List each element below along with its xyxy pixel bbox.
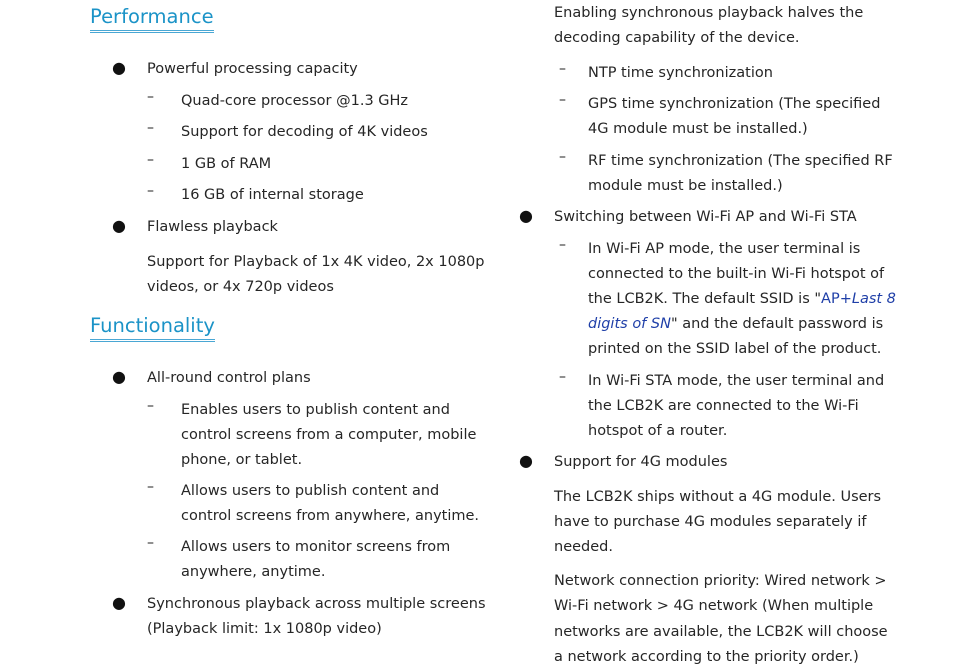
control-item-line: control screens from anywhere, anytime.: [181, 508, 480, 524]
sync-bullet-text: Synchronous playback across multiple screens: [147, 596, 486, 612]
ap-line-ssid: [588, 287, 896, 312]
gps-item: 4G module must be installed.): [588, 121, 808, 137]
performance-heading: Performance: [90, 5, 214, 33]
control-item-line: Allows users to monitor screens from: [181, 539, 451, 555]
control-bullet-text: All-round control plans: [147, 370, 311, 386]
playback-text: videos, or 4x 720p videos: [147, 279, 334, 295]
g4-text: needed.: [554, 539, 613, 555]
ap-line-text: the LCB2K. The default SSID is ": [588, 291, 822, 307]
ap-line: connected to the built-in Wi-Fi hotspot of: [588, 266, 885, 282]
dash-icon: –: [559, 149, 566, 165]
ssid-variable: digits of SN: [588, 316, 671, 332]
g4-bullet-text: Support for 4G modules: [554, 454, 728, 470]
dash-icon: –: [559, 369, 566, 385]
bullet-icon: ●: [112, 58, 126, 77]
priority-text: Network connection priority: Wired network >: [554, 573, 887, 589]
dash-icon: –: [147, 120, 154, 136]
dash-icon: –: [559, 92, 566, 108]
ntp-item: NTP time synchronization: [588, 65, 773, 81]
processing-item: Quad-core processor @1.3 GHz: [181, 93, 409, 109]
ap-line: In Wi-Fi AP mode, the user terminal is: [588, 241, 861, 257]
bullet-icon: ●: [519, 206, 533, 225]
control-item-line: Allows users to publish content and: [181, 483, 440, 499]
processing-item: Support for decoding of 4K videos: [181, 124, 428, 140]
control-item-line: Enables users to publish content and: [181, 402, 450, 418]
processing-item: 1 GB of RAM: [181, 156, 272, 172]
processing-item: 16 GB of internal storage: [181, 187, 364, 203]
bullet-icon: ●: [112, 367, 126, 386]
functionality-heading: Functionality: [90, 314, 215, 342]
dash-icon: –: [147, 398, 154, 414]
ap-line-ssid-cont: [588, 312, 883, 337]
dash-icon: –: [147, 89, 154, 105]
dash-icon: –: [147, 479, 154, 495]
processing-bullet-text: Powerful processing capacity: [147, 61, 358, 77]
ssid-variable: Last 8: [851, 291, 896, 307]
bullet-icon: ●: [112, 216, 126, 235]
g4-text: have to purchase 4G modules separately if: [554, 514, 867, 530]
priority-text: networks are available, the LCB2K will choose: [554, 624, 888, 640]
wifi-bullet-text: Switching between Wi-Fi AP and Wi-Fi STA: [554, 209, 857, 225]
sta-line: hotspot of a router.: [588, 423, 728, 439]
sta-line: In Wi-Fi STA mode, the user terminal and: [588, 373, 885, 389]
sync-text: Enabling synchronous playback halves the: [554, 5, 864, 21]
bullet-icon: ●: [519, 451, 533, 470]
sta-line: the LCB2K are connected to the Wi-Fi: [588, 398, 859, 414]
g4-text: The LCB2K ships without a 4G module. Users: [554, 489, 882, 505]
priority-text: a network according to the priority order.): [554, 649, 859, 665]
sync-bullet-text: (Playback limit: 1x 1080p video): [147, 621, 382, 637]
playback-bullet-text: Flawless playback: [147, 219, 278, 235]
playback-text: Support for Playback of 1x 4K video, 2x 1080p: [147, 254, 485, 270]
ap-line: printed on the SSID label of the product.: [588, 341, 882, 357]
ap-line-text: " and the default password is: [670, 316, 884, 332]
dash-icon: –: [559, 61, 566, 77]
dash-icon: –: [559, 237, 566, 253]
sync-text: decoding capability of the device.: [554, 30, 800, 46]
rf-item: RF time synchronization (The specified RF: [588, 153, 893, 169]
rf-item: module must be installed.): [588, 178, 783, 194]
dash-icon: –: [147, 152, 154, 168]
control-item-line: anywhere, anytime.: [181, 564, 326, 580]
bullet-icon: ●: [112, 593, 126, 612]
dash-icon: –: [147, 535, 154, 551]
dash-icon: –: [147, 183, 154, 199]
control-item-line: control screens from a computer, mobile: [181, 427, 477, 443]
gps-item: GPS time synchronization (The specified: [588, 96, 881, 112]
ssid-prefix-link: AP+: [821, 291, 852, 307]
control-item-line: phone, or tablet.: [181, 452, 303, 468]
priority-text: Wi-Fi network > 4G network (When multiple: [554, 598, 874, 614]
